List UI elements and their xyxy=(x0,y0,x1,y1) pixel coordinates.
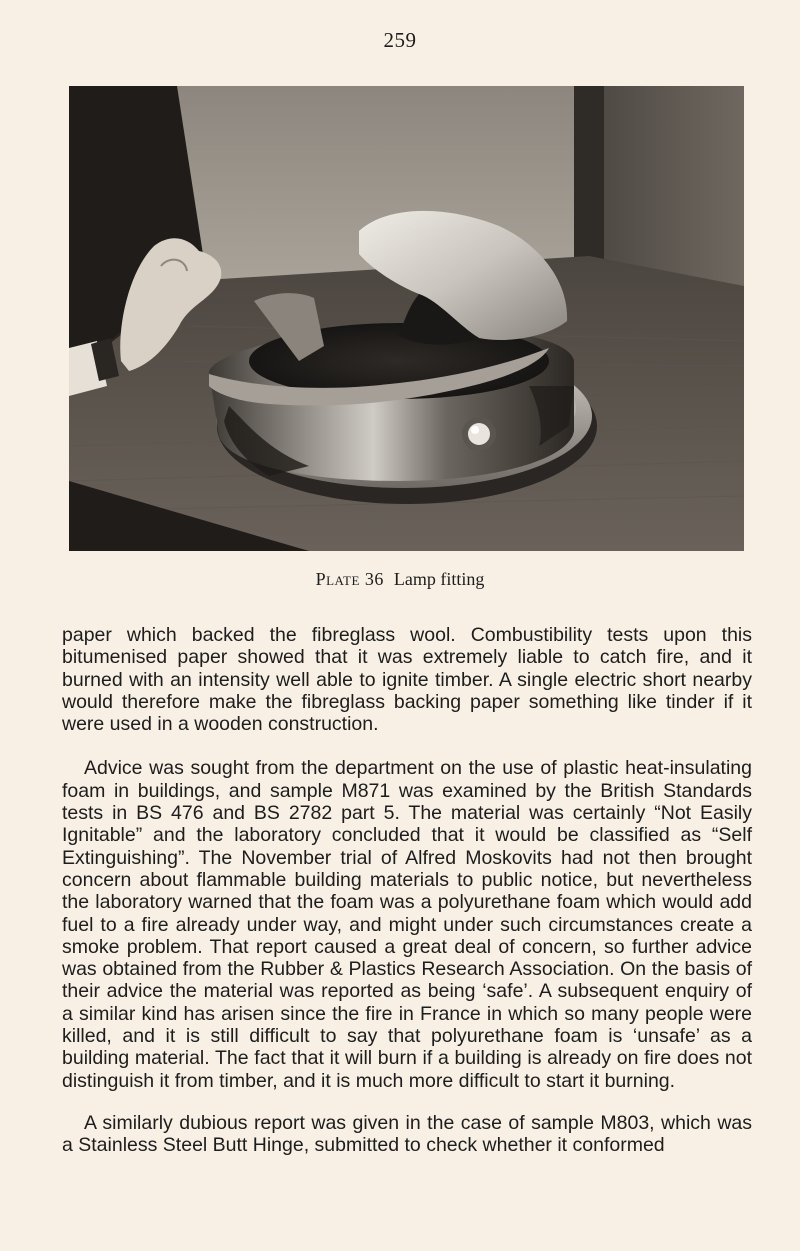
body-text xyxy=(62,624,752,1157)
paragraph: A similarly dubious report was given in the case of sample M803, which was a Stainless Steel Butt Hinge, submitted to check whether it conformed xyxy=(62,1111,752,1157)
caption-text: Lamp fitting xyxy=(393,569,485,589)
paragraph: paper which backed the fibreglass wool. Combustibility tests upon this bitumenised paper showed that it was extremely liable to catch fire, and it burned with an intensity well able to ignite timber. A single electric short nearby would therefore make the fibreglass backing paper something like tinder if it were used in a wooden construction. xyxy=(62,624,752,736)
plate-label: Plate 36 xyxy=(315,569,384,589)
figure-caption xyxy=(0,569,800,590)
page-number: 259 xyxy=(383,28,417,52)
plate-photograph xyxy=(69,86,744,551)
paragraph: Advice was sought from the department on the use of plastic heat-insulating foam in buildings, and sample M871 was examined by the British Standards tests in BS 476 and BS 2782 part 5. The material was certainly “Not Easily Ignitable” and the laboratory concluded that it would be classified as “Self Extinguishing”. The November trial of Alfred Moskovits had not then brought concern about flammable building materials to public notice, but nevertheless the laboratory warned that the foam was a polyurethane foam which would add fuel to a fire already under way, and might under such circumstances create a smoke problem. That report caused a great deal of concern, so further advice was obtained from the Rubber & Plastics Research Association. On the basis of their advice the material was reported as being ‘safe’. A subsequent enquiry of a similar kind has arisen since the fire in France in which so many people were killed, and it is still difficult to say that polyurethane foam is ‘unsafe’ as a building material. The fact that it will burn if a building is already on fire does not distinguish it from timber, and it is much more difficult to start it burning. xyxy=(62,757,752,1092)
